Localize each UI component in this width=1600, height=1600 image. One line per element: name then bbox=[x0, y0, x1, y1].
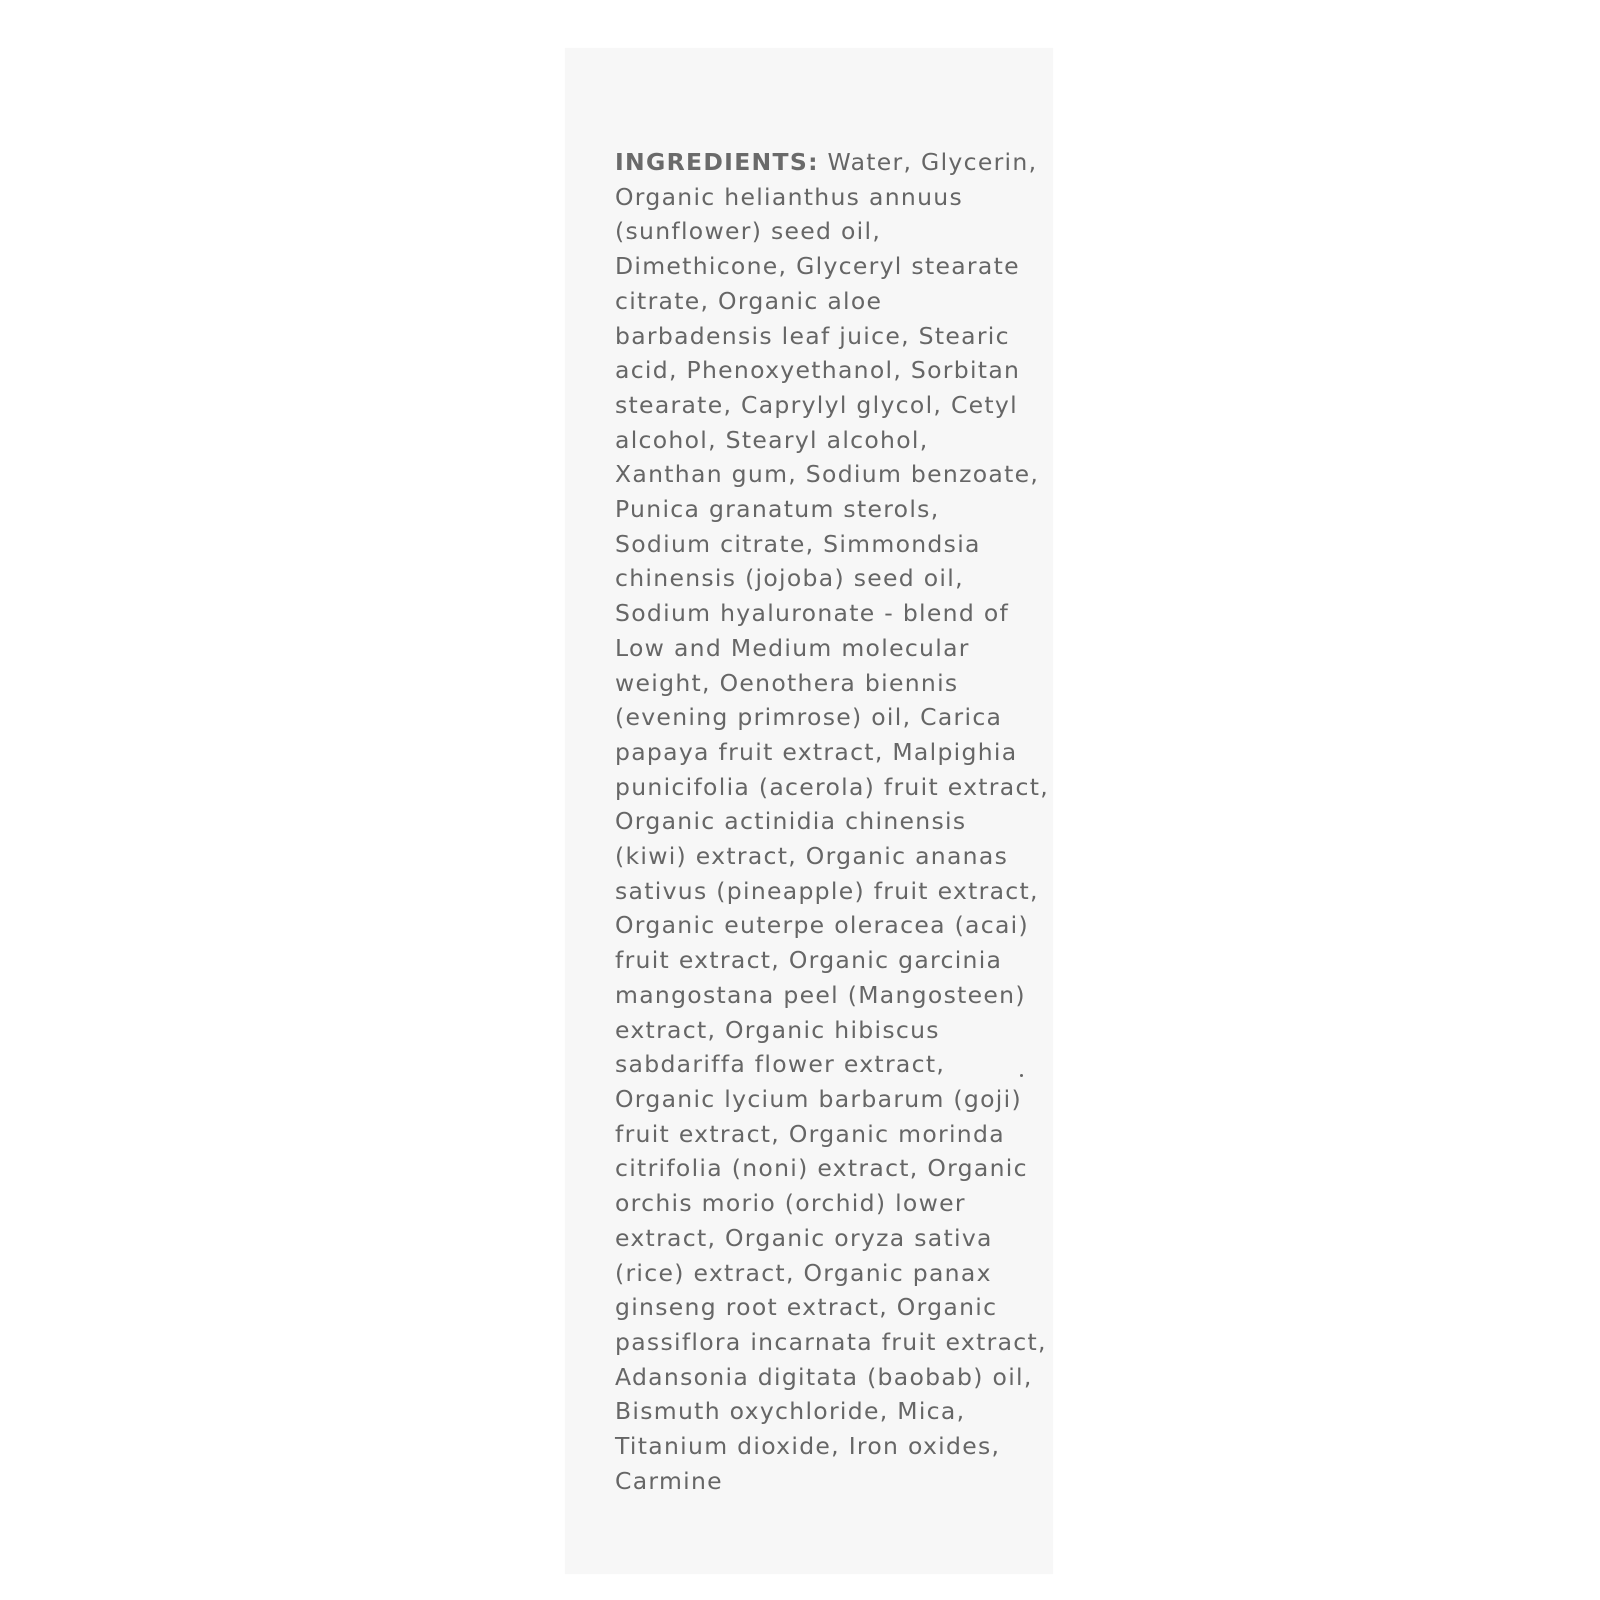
ingredients-line: Water, Glycerin, bbox=[818, 148, 1038, 176]
ingredients-line: Organic euterpe oleracea (acai) bbox=[615, 911, 1029, 940]
ingredients-line: (evening primrose) oil, Carica bbox=[615, 703, 1003, 732]
ingredients-line: ginseng root extract, Organic bbox=[615, 1293, 998, 1322]
ingredients-line: Bismuth oxychloride, Mica, bbox=[615, 1397, 966, 1426]
ingredients-line: chinensis (jojoba) seed oil, bbox=[615, 564, 964, 593]
ingredients-line: extract, Organic oryza sativa bbox=[615, 1223, 993, 1252]
ingredients-line: extract, Organic hibiscus bbox=[615, 1015, 940, 1044]
ingredients-line: (kiwi) extract, Organic ananas bbox=[615, 842, 1009, 871]
ingredients-line: Titanium dioxide, Iron oxides, bbox=[615, 1432, 1001, 1461]
ingredients-line: fruit extract, Organic garcinia bbox=[615, 946, 1003, 975]
ingredients-line: Carmine bbox=[615, 1466, 723, 1495]
ingredients-line: Dimethicone, Glyceryl stearate bbox=[615, 252, 1020, 281]
ingredients-line: Punica granatum sterols, bbox=[615, 495, 940, 524]
ingredients-line: orchis morio (orchid) lower bbox=[615, 1189, 966, 1218]
print-speck bbox=[1020, 1074, 1023, 1077]
ingredients-list bbox=[615, 145, 1065, 1498]
ingredients-line: Organic helianthus annuus bbox=[615, 182, 964, 211]
ingredients-line: citrate, Organic aloe bbox=[615, 286, 883, 315]
ingredients-line: passiflora incarnata fruit extract, bbox=[615, 1327, 1047, 1356]
ingredients-line: mangostana peel (Mangosteen) bbox=[615, 980, 1026, 1009]
ingredients-line: punicifolia (acerola) fruit extract, bbox=[615, 772, 1049, 801]
ingredients-line: (sunflower) seed oil, bbox=[615, 217, 882, 246]
ingredients-line: Organic lycium barbarum (goji) bbox=[615, 1084, 1022, 1113]
ingredients-line: Adansonia digitata (baobab) oil, bbox=[615, 1362, 1033, 1391]
ingredients-line: Sodium hyaluronate - blend of bbox=[615, 599, 1010, 628]
ingredients-line: Organic actinidia chinensis bbox=[615, 807, 967, 836]
ingredients-line: stearate, Caprylyl glycol, Cetyl bbox=[615, 390, 1018, 419]
ingredients-line: Low and Medium molecular bbox=[615, 633, 970, 662]
ingredients-line: weight, Oenothera biennis bbox=[615, 668, 959, 697]
ingredients-line: papaya fruit extract, Malpighia bbox=[615, 737, 1018, 766]
ingredients-line: barbadensis leaf juice, Stearic bbox=[615, 321, 1010, 350]
ingredients-line: (rice) extract, Organic panax bbox=[615, 1258, 992, 1287]
ingredients-line: sativus (pineapple) fruit extract, bbox=[615, 876, 1039, 905]
ingredients-line: Sodium citrate, Simmondsia bbox=[615, 529, 981, 558]
ingredients-line: acid, Phenoxyethanol, Sorbitan bbox=[615, 356, 1021, 385]
ingredients-line: citrifolia (noni) extract, Organic bbox=[615, 1154, 1028, 1183]
ingredients-line: alcohol, Stearyl alcohol, bbox=[615, 425, 929, 454]
ingredients-line: sabdariffa flower extract, bbox=[615, 1050, 946, 1079]
ingredients-line: fruit extract, Organic morinda bbox=[615, 1119, 1005, 1148]
ingredients-line: Xanthan gum, Sodium benzoate, bbox=[615, 460, 1040, 489]
ingredients-heading: INGREDIENTS: bbox=[615, 148, 819, 176]
